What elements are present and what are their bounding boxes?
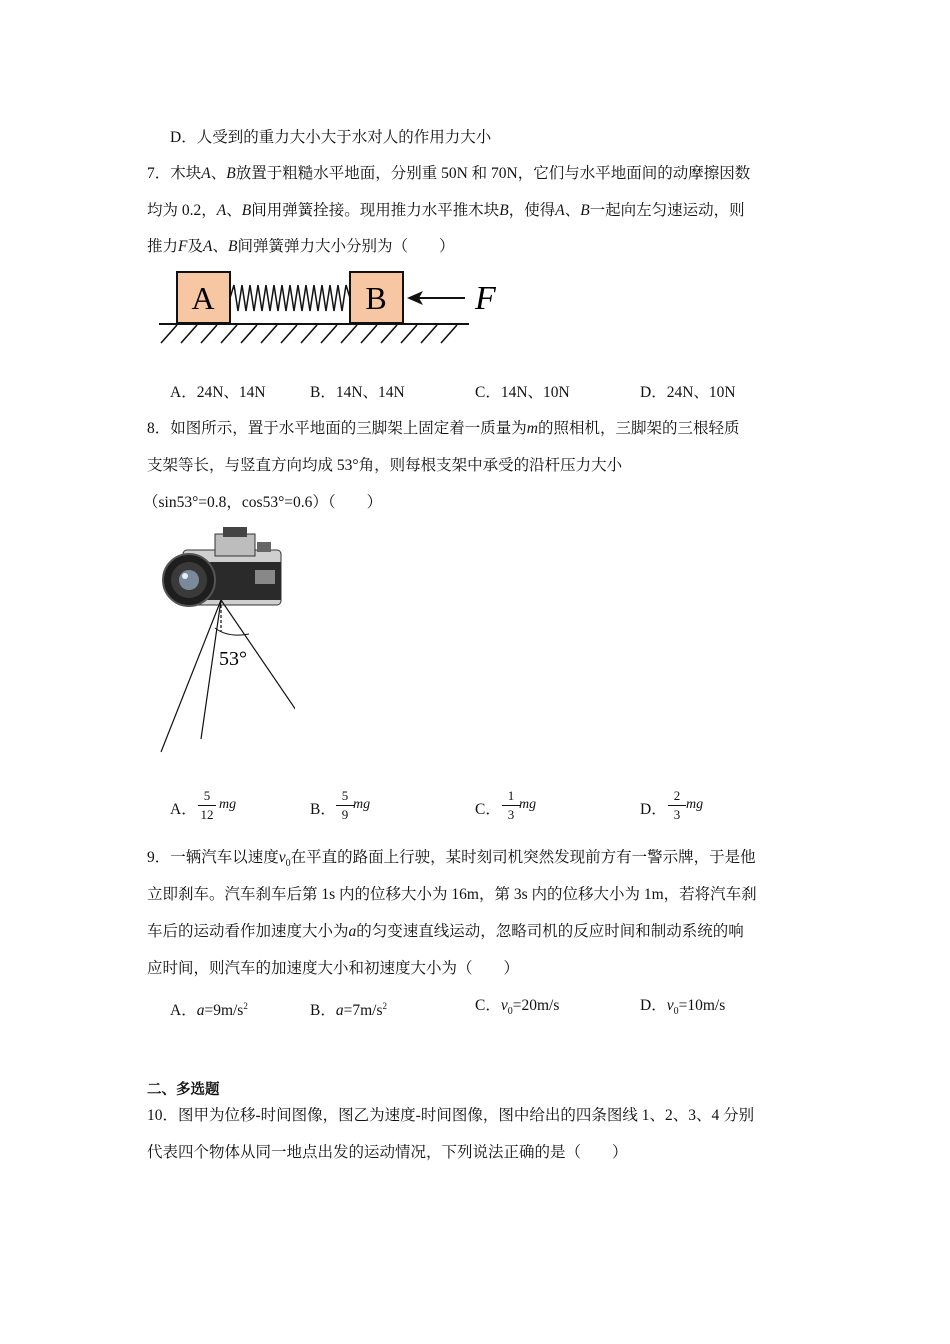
q8-option-d-fraction: 2 3: [666, 788, 688, 823]
q7-option-c[interactable]: C．14N、10N: [475, 384, 570, 401]
q6-option-d: D．人受到的重力大小大于水对人的作用力大小: [170, 129, 492, 146]
tripod-legs: [161, 600, 295, 752]
q8-camera-tripod-figure: [155, 522, 295, 757]
angle-label: 53°: [219, 648, 247, 670]
q8-option-c-label: C．: [475, 801, 501, 818]
q9-line-4: 应时间，则汽车的加速度大小和初速度大小为（ ）: [147, 960, 520, 977]
q9-option-b[interactable]: B．$a=7m/s^2$: [310, 1001, 387, 1020]
camera-icon: [163, 527, 281, 606]
q9-option-a[interactable]: A．$a=9m/s^2$: [170, 1001, 248, 1020]
q9-line-2: 立即刹车。汽车刹车后第 1s 内的位移大小为 16m，第 3s 内的位移大小为 1m，若将汽车刹: [147, 886, 757, 903]
force-label: F: [475, 280, 496, 317]
q8-option-a-label: A．: [170, 801, 197, 818]
q9-option-d[interactable]: D．$v_0=10m/s$: [640, 997, 726, 1018]
q9-line-1: 9．一辆汽车以速度$v_0$在平直的路面上行驶，某时刻司机突然发现前方有一警示牌，于是他: [147, 849, 756, 870]
block-b-label: B: [365, 280, 387, 316]
block-a-label: A: [191, 280, 215, 316]
q7-line-1: 7．木块A、B放置于粗糙水平地面，分别重 50N 和 70N，它们与水平地面间的动摩擦因数: [147, 165, 751, 182]
q7-line-3: 推力F及A、B间弹簧弹力大小分别为（ ）: [147, 238, 455, 255]
section-title-multiple-choice: 二、多选题: [147, 1082, 220, 1098]
q8-option-d-label: D．: [640, 801, 667, 818]
q7-spring-figure: [155, 265, 515, 350]
q8-line-2: 支架等长，与竖直方向均成 53°角，则每根支架中承受的沿杆压力大小: [147, 457, 623, 474]
q9-option-c[interactable]: C．$v_0=20m/s$: [475, 997, 560, 1018]
q10-line-1: 10．图甲为位移-时间图像，图乙为速度-时间图像，图中给出的四条图线 1、2、3、4 分别: [147, 1107, 755, 1124]
q8-option-c-fraction: 1 3: [500, 788, 522, 823]
q7-line-2: 均为 0.2，A、B间用弹簧拴接。现用推力水平推木块B，使得A、B一起向左匀速运动，则: [147, 202, 745, 219]
q10-line-2: 代表四个物体从同一地点出发的运动情况，下列说法正确的是（ ）: [147, 1144, 628, 1161]
q7-option-d[interactable]: D．24N、10N: [640, 384, 736, 401]
q7-option-b[interactable]: B．14N、14N: [310, 384, 405, 401]
q8-option-b-fraction: 5 9: [334, 788, 356, 823]
ground-hatching: [161, 325, 457, 343]
q9-line-3: 车后的运动看作加速度大小为a的匀变速直线运动，忽略司机的反应时间和制动系统的响: [147, 923, 744, 940]
q7-option-a[interactable]: A．24N、14N: [170, 384, 266, 401]
spring: [230, 285, 350, 311]
q8-line-1: 8．如图所示，置于水平地面的三脚架上固定着一质量为m的照相机，三脚架的三根轻质: [147, 420, 740, 437]
q8-line-3: （sin53°=0.8，cos53°=0.6）（ ）: [143, 494, 383, 511]
q8-option-a-fraction: 5 12: [196, 788, 218, 823]
q8-option-b-label: B．: [310, 801, 336, 818]
